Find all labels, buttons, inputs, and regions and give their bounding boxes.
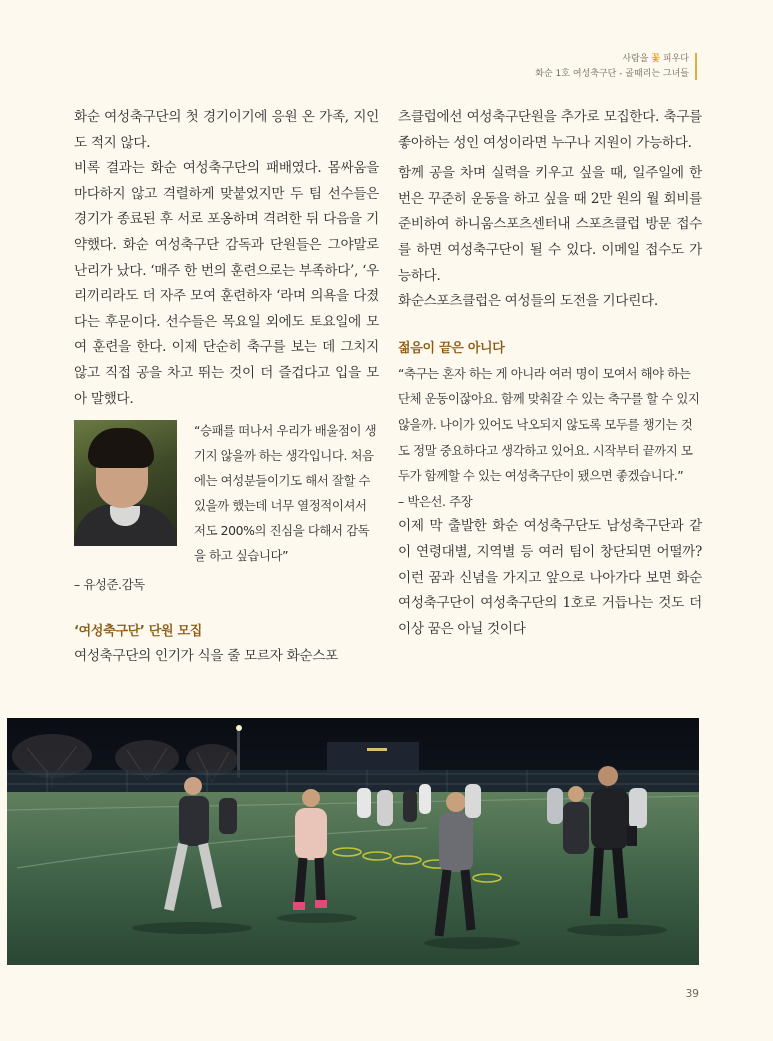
captain-quote-text: “축구는 혼자 하는 게 아니라 여러 명이 모여서 해야 하는 단체 운동이잖아요. 함께 맞춰갈 수 있는 축구를 할 수 있지 않을까. 나이가 있어도 낙오되지 않도록 모두를 챙기는 것도 정말 중요하다고 생각하고 있어요. 시작부터 끝까지 모두가 함께할 수 있는 여성축구단이 됐으면 좋겠습니다.”: [398, 365, 700, 484]
running-header: [535, 52, 697, 82]
right-column: [398, 105, 702, 642]
header-section-pre: 사람을: [622, 54, 649, 64]
left-paragraph-2: 비록 결과는 화순 여성축구단의 패배였다. 몸싸움을 마다하지 않고 격렬하게 맞붙었지만 두 팀 선수들은 경기가 종료된 후 서로 포옹하며 격려한 뒤 다음을 기약했다. 화순 여성축구단 감독과 단원들은 그야말로 난리가 났다. ‘매주 한 번의 훈련으로는 부족하다’, ‘우리끼리라도 더 자주 모여 훈련하자 ‘라며 의욕을 다졌다는 후문이다. 선수들은 목요일 외에도 토요일에 모여 훈련을 한다. 이제 단순히 축구를 보는 데 그치지 않고 직접 공을 차고 뛰는 것이 더 즐겁다고 입을 모아 말했다.: [74, 160, 379, 407]
youth-heading: 젊음이 끝은 아니다: [398, 340, 505, 356]
recruitment-heading: ‘여성축구단’ 단원 모집: [74, 623, 203, 639]
training-photo-illustration: [7, 718, 699, 965]
right-paragraph-4: 이제 막 출발한 화순 여성축구단도 남성축구단과 같이 연령대별, 지역별 등 여러 팀이 창단되면 어떨까? 이런 꿈과 신념을 가지고 앞으로 나아가다 보면 화순 여성축구단이 여성축구단의 1호로 거듭나는 것도 더 이상 꿈은 아닐 것이다: [398, 518, 702, 637]
left-column: [74, 105, 379, 669]
captain-quote-attribution: – 박은선. 주장: [398, 493, 473, 509]
right-paragraph-3: 화순스포츠클럽은 여성들의 도전을 기다린다.: [398, 293, 658, 310]
header-flower-glyph: 꽃: [651, 54, 661, 64]
coach-portrait-photo: [74, 420, 177, 546]
left-paragraph-1: 화순 여성축구단의 첫 경기이기에 응원 온 가족, 지인도 적지 않다.: [74, 109, 379, 151]
left-paragraph-3: 여성축구단의 인기가 식을 줄 모르자 화순스포: [74, 647, 338, 664]
page-number: 39: [685, 988, 699, 1000]
header-section-post: 피우다: [662, 54, 689, 64]
header-line-1: [535, 52, 689, 67]
coach-quote-text: “승패를 떠나서 우리가 배울점이 생기지 않을까 하는 생각입니다. 처음에는 여성분들이기도 해서 잘할 수 있을까 했는데 너무 열정적이셔서 저도 200%의 진심을 다해서 감독을 하고 싶습니다”: [194, 423, 377, 564]
right-paragraph-2: 함께 공을 차며 실력을 키우고 싶을 때, 일주일에 한 번은 꾸준히 운동을 하고 싶을 때 2만 원의 월 회비를 준비하여 하니움스포츠센터내 스포츠클럽 방문 접수를 하면 여성축구단이 될 수 있다. 이메일 접수도 가능하다.: [398, 165, 702, 284]
coach-quote-attribution: – 유성준.감독: [74, 577, 145, 593]
coach-quote-block: [74, 418, 379, 568]
right-paragraph-1: 츠클럽에선 여성축구단원을 추가로 모집한다. 축구를 좋아하는 성인 여성이라면 누구나 지원이 가능하다.: [398, 109, 702, 151]
training-night-photo: [7, 718, 699, 965]
header-article-title: 화순 1호 여성축구단 - 골때리는 그녀들: [535, 69, 689, 79]
